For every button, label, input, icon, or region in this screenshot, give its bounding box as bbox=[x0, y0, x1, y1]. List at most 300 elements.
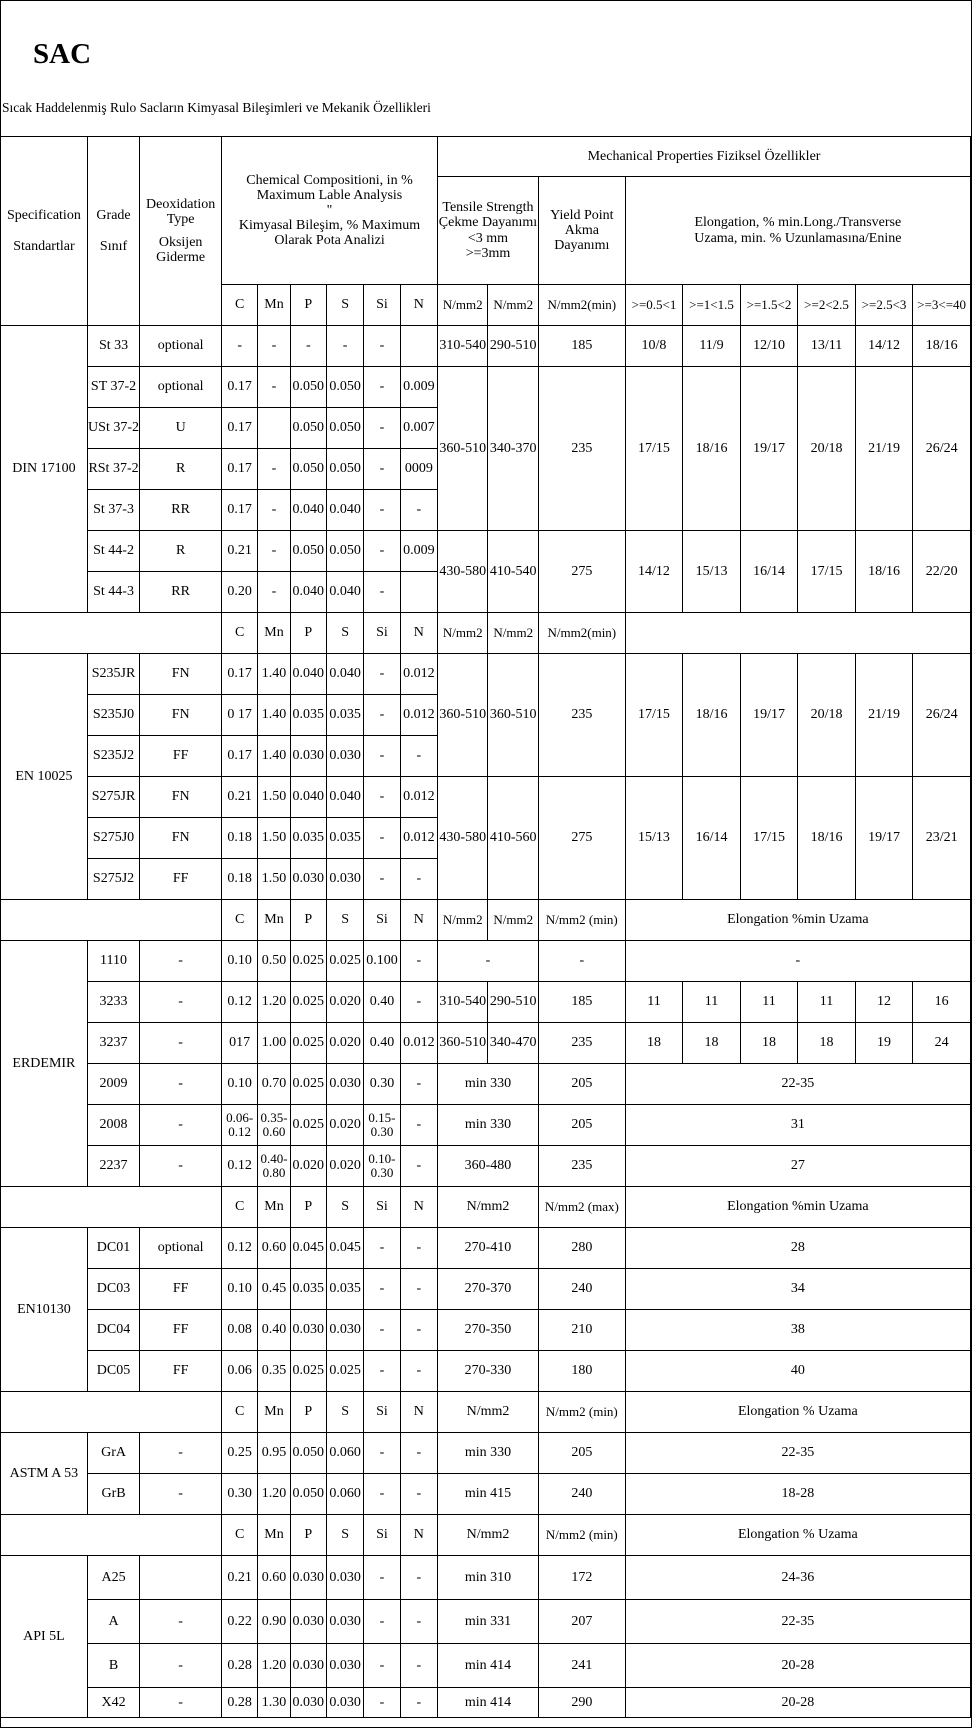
element-header: S bbox=[326, 1187, 363, 1228]
table-row bbox=[1, 1269, 971, 1310]
element-s-cell: 0.030 bbox=[326, 1064, 363, 1105]
grade-cell: DC05 bbox=[87, 1351, 139, 1392]
grade-cell: GrA bbox=[87, 1433, 139, 1474]
element-s-cell: 0.030 bbox=[326, 736, 363, 777]
thickness-header: >=3<=40 bbox=[913, 285, 971, 326]
section-header-row bbox=[1, 1392, 971, 1433]
tensile-cell: 430-580 bbox=[438, 531, 488, 613]
element-p-cell: - bbox=[290, 326, 326, 367]
element-s-cell: 0.040 bbox=[326, 490, 363, 531]
element-p-cell: 0.040 bbox=[290, 777, 326, 818]
deoxidation-cell: - bbox=[140, 941, 222, 982]
table-row bbox=[1, 1105, 971, 1146]
element-p-cell: 0.020 bbox=[290, 1146, 326, 1187]
table-row bbox=[1, 1146, 971, 1187]
deoxidation-cell: RR bbox=[140, 572, 222, 613]
section-header-row bbox=[1, 900, 971, 941]
grade-cell: DC04 bbox=[87, 1310, 139, 1351]
tensile-cell: 360-510 bbox=[438, 1023, 488, 1064]
specification-name: API 5L bbox=[1, 1556, 88, 1718]
section-separator-blank bbox=[1, 1515, 222, 1556]
tensile-cell: 340-370 bbox=[488, 367, 538, 531]
grade-cell: RSt 37-2 bbox=[87, 449, 139, 490]
elongation-cell: 22/20 bbox=[913, 531, 971, 613]
yield-cell: 205 bbox=[538, 1433, 625, 1474]
specification-header-line: Standartlar bbox=[13, 239, 75, 254]
element-si-cell: - bbox=[364, 1351, 400, 1392]
tensile-cell: 270-410 bbox=[438, 1228, 539, 1269]
elongation-cell: 13/11 bbox=[798, 326, 856, 367]
elongation-cell: - bbox=[625, 941, 970, 982]
element-si-cell: - bbox=[364, 408, 400, 449]
element-si-cell: 0.100 bbox=[364, 941, 400, 982]
element-c-cell: 0.10 bbox=[222, 941, 258, 982]
element-si-cell: - bbox=[364, 736, 400, 777]
chemical-composition-header bbox=[222, 137, 438, 285]
element-header: Si bbox=[364, 285, 400, 326]
element-c-cell: 0.10 bbox=[222, 1064, 258, 1105]
element-n-cell: 0009 bbox=[400, 449, 437, 490]
element-n-cell: - bbox=[400, 1644, 437, 1688]
yield-cell: 172 bbox=[538, 1556, 625, 1600]
element-mn-cell bbox=[258, 408, 290, 449]
element-header: Si bbox=[364, 613, 400, 654]
element-s-cell: 0.030 bbox=[326, 1644, 363, 1688]
grade-header-line: Sınıf bbox=[99, 239, 128, 254]
thickness-header: >=0.5<1 bbox=[625, 285, 683, 326]
element-mn-cell: 0.90 bbox=[258, 1600, 290, 1644]
elongation-cell: 18/16 bbox=[683, 654, 741, 777]
elongation-cell: 21/19 bbox=[855, 367, 913, 531]
deoxidation-cell: - bbox=[140, 1433, 222, 1474]
element-s-cell: 0.030 bbox=[326, 1600, 363, 1644]
elongation-cell: 11 bbox=[625, 982, 683, 1023]
element-s-cell: 0.020 bbox=[326, 1105, 363, 1146]
deoxidation-cell: RR bbox=[140, 490, 222, 531]
elongation-cell: 17/15 bbox=[798, 531, 856, 613]
element-mn-cell: 1.30 bbox=[258, 1688, 290, 1718]
elongation-header: Elongation % Uzama bbox=[625, 1515, 970, 1556]
element-mn-cell: 0.40-0.80 bbox=[258, 1146, 290, 1187]
element-n-cell: - bbox=[400, 1433, 437, 1474]
element-s-cell: 0.020 bbox=[326, 982, 363, 1023]
element-header: P bbox=[290, 1187, 326, 1228]
element-p-cell: 0.030 bbox=[290, 1644, 326, 1688]
tensile-cell: 410-540 bbox=[488, 531, 538, 613]
element-si-cell: 0.15-0.30 bbox=[364, 1105, 400, 1146]
elongation-cell: 19/17 bbox=[855, 777, 913, 900]
element-mn-cell: 1.40 bbox=[258, 736, 290, 777]
elongation-cell: 11 bbox=[740, 982, 798, 1023]
unit-header: N/mm2 bbox=[488, 285, 538, 326]
element-c-cell: 0.06-0.12 bbox=[222, 1105, 258, 1146]
unit-header: N/mm2(min) bbox=[538, 613, 625, 654]
elongation-cell: 22-35 bbox=[625, 1433, 970, 1474]
element-n-cell: 0.012 bbox=[400, 818, 437, 859]
tensile-cell: 430-580 bbox=[438, 777, 488, 900]
deoxidation-cell: - bbox=[140, 1644, 222, 1688]
element-s-cell: 0.050 bbox=[326, 408, 363, 449]
yield-cell: 280 bbox=[538, 1228, 625, 1269]
element-p-cell: 0.025 bbox=[290, 1023, 326, 1064]
yield-cell: 235 bbox=[538, 1146, 625, 1187]
table-row bbox=[1, 982, 971, 1023]
elongation-cell: 21/19 bbox=[855, 654, 913, 777]
element-mn-cell: 0.40 bbox=[258, 1310, 290, 1351]
element-n-cell: - bbox=[400, 982, 437, 1023]
unit-header: N/mm2 (min) bbox=[538, 1392, 625, 1433]
tensile-cell: min 330 bbox=[438, 1433, 539, 1474]
section-header-row bbox=[1, 1187, 971, 1228]
deoxidation-cell: optional bbox=[140, 367, 222, 408]
table-row bbox=[1, 367, 971, 408]
element-c-cell: 0.17 bbox=[222, 736, 258, 777]
tensile-strength-header-line: Çekme Dayanımı bbox=[438, 215, 538, 231]
deoxidation-cell: FF bbox=[140, 1351, 222, 1392]
tensile-cell: 360-510 bbox=[438, 654, 488, 777]
element-p-cell: 0.030 bbox=[290, 736, 326, 777]
tensile-cell: min 330 bbox=[438, 1064, 539, 1105]
element-mn-cell: 1.20 bbox=[258, 982, 290, 1023]
element-si-cell: 0.30 bbox=[364, 1064, 400, 1105]
tensile-cell: 310-540 bbox=[438, 982, 488, 1023]
element-p-cell: 0.050 bbox=[290, 449, 326, 490]
grade-cell: S235J2 bbox=[87, 736, 139, 777]
element-header: S bbox=[326, 1515, 363, 1556]
elongation-cell: 22-35 bbox=[625, 1600, 970, 1644]
element-si-cell: - bbox=[364, 1269, 400, 1310]
elongation-cell: 11/9 bbox=[683, 326, 741, 367]
element-c-cell: 0.06 bbox=[222, 1351, 258, 1392]
deoxidation-cell: - bbox=[140, 1023, 222, 1064]
element-p-cell: 0.050 bbox=[290, 1433, 326, 1474]
elongation-cell: 26/24 bbox=[913, 367, 971, 531]
element-si-cell: 0.10-0.30 bbox=[364, 1146, 400, 1187]
table-row bbox=[1, 1644, 971, 1688]
chemical-composition-header-line: Kimyasal Bileşim, % Maximum Olarak Pota Analizi bbox=[238, 218, 421, 249]
element-c-cell: 0.17 bbox=[222, 654, 258, 695]
chemical-composition-header-line: " bbox=[326, 202, 333, 218]
deoxidation-cell: FF bbox=[140, 1269, 222, 1310]
element-mn-cell: - bbox=[258, 490, 290, 531]
yield-cell: 205 bbox=[538, 1064, 625, 1105]
elongation-cell: 18 bbox=[740, 1023, 798, 1064]
element-si-cell: 0.40 bbox=[364, 982, 400, 1023]
grade-cell: USt 37-2 bbox=[87, 408, 139, 449]
deoxidation-cell: FF bbox=[140, 736, 222, 777]
element-header: C bbox=[222, 285, 258, 326]
elongation-cell: 18-28 bbox=[625, 1474, 970, 1515]
specification-name: DIN 17100 bbox=[1, 326, 88, 613]
specification-name: EN10130 bbox=[1, 1228, 88, 1392]
element-header: P bbox=[290, 1515, 326, 1556]
table-row bbox=[1, 531, 971, 572]
element-s-cell: 0.035 bbox=[326, 695, 363, 736]
element-n-cell: - bbox=[400, 1688, 437, 1718]
element-mn-cell: - bbox=[258, 572, 290, 613]
element-mn-cell: - bbox=[258, 449, 290, 490]
elongation-cell: 16 bbox=[913, 982, 971, 1023]
element-header: C bbox=[222, 1392, 258, 1433]
element-n-cell: - bbox=[400, 1228, 437, 1269]
element-n-cell: - bbox=[400, 1310, 437, 1351]
unit-header: N/mm2 (min) bbox=[538, 900, 625, 941]
yield-cell: 235 bbox=[538, 654, 625, 777]
unit-header: N/mm2 bbox=[438, 1187, 539, 1228]
yield-cell: 235 bbox=[538, 367, 625, 531]
element-c-cell: 0.17 bbox=[222, 449, 258, 490]
yield-cell: 205 bbox=[538, 1105, 625, 1146]
unit-header: N/mm2 (max) bbox=[538, 1187, 625, 1228]
yield-cell: 240 bbox=[538, 1269, 625, 1310]
element-si-cell: - bbox=[364, 572, 400, 613]
element-header: N bbox=[400, 285, 437, 326]
element-mn-cell: 0.60 bbox=[258, 1228, 290, 1269]
element-mn-cell: 1.40 bbox=[258, 654, 290, 695]
table-row bbox=[1, 1600, 971, 1644]
element-c-cell: 0.12 bbox=[222, 1146, 258, 1187]
elongation-cell: 17/15 bbox=[625, 654, 683, 777]
grade-cell: A25 bbox=[87, 1556, 139, 1600]
element-si-cell: - bbox=[364, 449, 400, 490]
elongation-cell: 18/16 bbox=[683, 367, 741, 531]
element-header: N bbox=[400, 900, 437, 941]
element-mn-cell: - bbox=[258, 326, 290, 367]
element-header: C bbox=[222, 900, 258, 941]
element-p-cell: 0.045 bbox=[290, 1228, 326, 1269]
yield-cell: 241 bbox=[538, 1644, 625, 1688]
deoxidation-cell: - bbox=[140, 1146, 222, 1187]
section-separator-blank bbox=[1, 613, 222, 654]
element-p-cell: 0.050 bbox=[290, 408, 326, 449]
table-row bbox=[1, 1310, 971, 1351]
element-header: N bbox=[400, 1392, 437, 1433]
element-mn-cell: 1.40 bbox=[258, 695, 290, 736]
table-row bbox=[1, 1474, 971, 1515]
elongation-cell: 12 bbox=[855, 982, 913, 1023]
element-p-cell: 0.030 bbox=[290, 1310, 326, 1351]
specification-name: EN 10025 bbox=[1, 654, 88, 900]
grade-cell: 1110 bbox=[87, 941, 139, 982]
specification-name: ASTM A 53 bbox=[1, 1433, 88, 1515]
table-body bbox=[1, 137, 971, 1718]
header-row bbox=[1, 137, 971, 177]
element-s-cell: 0.035 bbox=[326, 818, 363, 859]
specification-header bbox=[1, 137, 88, 326]
element-p-cell: 0.035 bbox=[290, 695, 326, 736]
elongation-cell: 18/16 bbox=[913, 326, 971, 367]
tensile-cell: min 414 bbox=[438, 1644, 539, 1688]
deoxidation-cell: U bbox=[140, 408, 222, 449]
element-s-cell: 0.025 bbox=[326, 941, 363, 982]
element-c-cell: 0.08 bbox=[222, 1310, 258, 1351]
grade-cell: St 44-2 bbox=[87, 531, 139, 572]
element-si-cell: - bbox=[364, 1688, 400, 1718]
elongation-cell: 20-28 bbox=[625, 1644, 970, 1688]
deoxidation-header bbox=[140, 137, 222, 326]
element-s-cell: 0.040 bbox=[326, 777, 363, 818]
elongation-cell: 18 bbox=[798, 1023, 856, 1064]
element-si-cell: - bbox=[364, 1310, 400, 1351]
section-header-row bbox=[1, 1515, 971, 1556]
elongation-header-line: Uzama, min. % Uzunlamasına/Enine bbox=[694, 230, 902, 246]
deoxidation-header-line: Oksijen Giderme bbox=[156, 235, 206, 266]
element-c-cell: - bbox=[222, 326, 258, 367]
elongation-cell: 31 bbox=[625, 1105, 970, 1146]
deoxidation-cell: FF bbox=[140, 1310, 222, 1351]
element-n-cell: - bbox=[400, 941, 437, 982]
element-p-cell: 0.030 bbox=[290, 859, 326, 900]
elongation-cell: 11 bbox=[798, 982, 856, 1023]
element-si-cell: - bbox=[364, 818, 400, 859]
yield-cell: 180 bbox=[538, 1351, 625, 1392]
element-s-cell: 0.040 bbox=[326, 572, 363, 613]
elongation-cell: 27 bbox=[625, 1146, 970, 1187]
element-p-cell: 0.030 bbox=[290, 1688, 326, 1718]
tensile-cell: 360-510 bbox=[438, 367, 488, 531]
element-n-cell: - bbox=[400, 859, 437, 900]
grade-cell: GrB bbox=[87, 1474, 139, 1515]
element-header: Mn bbox=[258, 1515, 290, 1556]
element-si-cell: - bbox=[364, 654, 400, 695]
element-header: N bbox=[400, 1187, 437, 1228]
element-mn-cell: 0.50 bbox=[258, 941, 290, 982]
element-si-cell: - bbox=[364, 531, 400, 572]
tensile-cell: 410-560 bbox=[488, 777, 538, 900]
tensile-strength-header-line: Tensile Strength bbox=[442, 200, 534, 216]
elongation-cell: 15/13 bbox=[625, 777, 683, 900]
grade-cell: A bbox=[87, 1600, 139, 1644]
element-si-cell: - bbox=[364, 1474, 400, 1515]
element-s-cell: 0.050 bbox=[326, 449, 363, 490]
element-n-cell: 0.012 bbox=[400, 654, 437, 695]
element-c-cell: 0.21 bbox=[222, 531, 258, 572]
deoxidation-cell: R bbox=[140, 449, 222, 490]
tensile-cell: 360-510 bbox=[488, 654, 538, 777]
tensile-cell: min 415 bbox=[438, 1474, 539, 1515]
deoxidation-cell: FN bbox=[140, 695, 222, 736]
thickness-header: >=2.5<3 bbox=[855, 285, 913, 326]
elongation-cell: 18/16 bbox=[855, 531, 913, 613]
yield-cell: 290 bbox=[538, 1688, 625, 1718]
element-c-cell: 0.12 bbox=[222, 1228, 258, 1269]
chemical-composition-header-line: Chemical Compositioni, in % Maximum Lable Analysis bbox=[246, 172, 413, 203]
element-p-cell: 0.035 bbox=[290, 818, 326, 859]
table-row bbox=[1, 1556, 971, 1600]
yield-point-header-line: Akma Dayanımı bbox=[554, 222, 610, 254]
element-c-cell: 0.18 bbox=[222, 859, 258, 900]
element-mn-cell: 1.20 bbox=[258, 1474, 290, 1515]
element-s-cell: 0.060 bbox=[326, 1474, 363, 1515]
table-row bbox=[1, 654, 971, 695]
element-mn-cell: 1.20 bbox=[258, 1644, 290, 1688]
unit-header: N/mm2 bbox=[438, 285, 488, 326]
element-si-cell: - bbox=[364, 1600, 400, 1644]
yield-cell: 275 bbox=[538, 531, 625, 613]
section-separator-blank bbox=[1, 1187, 222, 1228]
elongation-header: Elongation %min Uzama bbox=[625, 1187, 970, 1228]
grade-cell: S235J0 bbox=[87, 695, 139, 736]
grade-cell: B bbox=[87, 1644, 139, 1688]
element-header: C bbox=[222, 1515, 258, 1556]
tensile-strength-header bbox=[438, 177, 539, 285]
element-n-cell: - bbox=[400, 490, 437, 531]
tensile-strength-header-line: >=3mm bbox=[465, 245, 511, 261]
element-s-cell: 0.040 bbox=[326, 654, 363, 695]
deoxidation-cell: FF bbox=[140, 859, 222, 900]
element-header: Mn bbox=[258, 285, 290, 326]
element-header: Si bbox=[364, 1515, 400, 1556]
element-header: S bbox=[326, 900, 363, 941]
yield-cell: 210 bbox=[538, 1310, 625, 1351]
elongation-cell: 19/17 bbox=[740, 654, 798, 777]
elongation-header-line: Elongation, % min.Long./Transverse bbox=[694, 215, 902, 231]
element-s-cell: 0.060 bbox=[326, 1433, 363, 1474]
yield-cell: - bbox=[538, 941, 625, 982]
table-row bbox=[1, 326, 971, 367]
elongation-cell: 24-36 bbox=[625, 1556, 970, 1600]
section-separator-blank bbox=[1, 1392, 222, 1433]
document-subtitle: Sıcak Haddelenmiş Rulo Sacların Kimyasal Bileşimleri ve Mekanik Özellikleri bbox=[2, 100, 431, 115]
element-s-cell: 0.045 bbox=[326, 1228, 363, 1269]
grade-header bbox=[87, 137, 139, 326]
element-p-cell: 0.040 bbox=[290, 572, 326, 613]
grade-cell: S275JR bbox=[87, 777, 139, 818]
unit-header: N/mm2 (min) bbox=[538, 1515, 625, 1556]
yield-cell: 240 bbox=[538, 1474, 625, 1515]
element-header: Mn bbox=[258, 900, 290, 941]
thickness-header: >=1<1.5 bbox=[683, 285, 741, 326]
unit-header: N/mm2 bbox=[488, 613, 538, 654]
grade-cell: St 44-3 bbox=[87, 572, 139, 613]
element-c-cell: 0.10 bbox=[222, 1269, 258, 1310]
element-c-cell: 0.17 bbox=[222, 490, 258, 531]
yield-cell: 207 bbox=[538, 1600, 625, 1644]
grade-cell: 3237 bbox=[87, 1023, 139, 1064]
tensile-cell: - bbox=[438, 941, 539, 982]
elongation-cell: 19/17 bbox=[740, 367, 798, 531]
table-row bbox=[1, 1023, 971, 1064]
element-p-cell: 0.025 bbox=[290, 941, 326, 982]
element-c-cell: 0.17 bbox=[222, 408, 258, 449]
grade-cell: 3233 bbox=[87, 982, 139, 1023]
deoxidation-cell: - bbox=[140, 1064, 222, 1105]
element-mn-cell: 0.35-0.60 bbox=[258, 1105, 290, 1146]
grade-cell: DC03 bbox=[87, 1269, 139, 1310]
grade-header-line: Grade bbox=[96, 207, 131, 223]
element-mn-cell: 1.50 bbox=[258, 777, 290, 818]
elongation-cell: 22-35 bbox=[625, 1064, 970, 1105]
element-c-cell: 0.17 bbox=[222, 367, 258, 408]
elongation-header: Elongation %min Uzama bbox=[625, 900, 970, 941]
element-si-cell: - bbox=[364, 1433, 400, 1474]
element-s-cell: 0.050 bbox=[326, 531, 363, 572]
element-n-cell: - bbox=[400, 1351, 437, 1392]
elongation-cell: 17/15 bbox=[625, 367, 683, 531]
grade-cell: ST 37-2 bbox=[87, 367, 139, 408]
elongation-cell: 26/24 bbox=[913, 654, 971, 777]
element-n-cell: - bbox=[400, 1105, 437, 1146]
element-si-cell: - bbox=[364, 367, 400, 408]
elongation-header: Elongation % Uzama bbox=[625, 1392, 970, 1433]
element-p-cell: 0.050 bbox=[290, 1474, 326, 1515]
deoxidation-cell: - bbox=[140, 982, 222, 1023]
element-p-cell: 0.030 bbox=[290, 1556, 326, 1600]
tensile-cell: 340-470 bbox=[488, 1023, 538, 1064]
element-si-cell: - bbox=[364, 695, 400, 736]
element-mn-cell: 0.45 bbox=[258, 1269, 290, 1310]
element-mn-cell: 0.95 bbox=[258, 1433, 290, 1474]
